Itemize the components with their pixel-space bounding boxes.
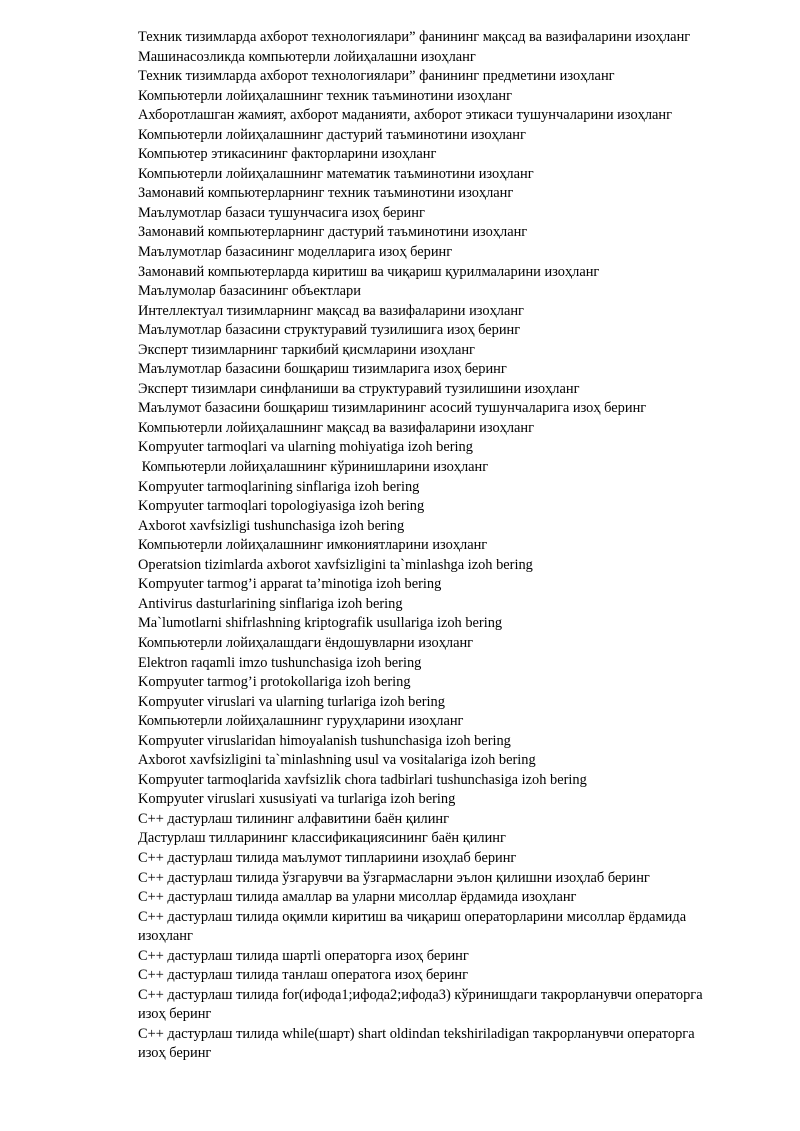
question-line-3: Техник тизимларда ахборот технологиялари” фанининг предметини изоҳланг bbox=[138, 68, 615, 85]
question-line-32: Компьютерли лойиҳалашдаги ёндошувларни изоҳланг bbox=[138, 634, 474, 651]
question-line-45: C++ дастурлаш тилида амаллар ва уларни мисоллар ёрдамида изоҳланг bbox=[138, 889, 577, 906]
question-line-50: C++ дастурлаш тилида while(шарт) shart oldindan tekshiriladigan такрорланувчи операторга изоҳ беринг bbox=[138, 1025, 695, 1062]
question-line-27: Компьютерли лойиҳалашнинг имкониятларини изоҳланг bbox=[138, 537, 488, 554]
question-line-14: Маълумолар базасининг объектлари bbox=[138, 283, 361, 300]
question-line-19: Эксперт тизимлари синфланиши ва структуравий тузилишини изоҳланг bbox=[138, 380, 580, 397]
question-line-25: Kompyuter tarmoqlari topologiyasiga izoh bering bbox=[138, 498, 425, 515]
question-line-47: C++ дастурлаш тилида шартli операторга изоҳ беринг bbox=[138, 947, 469, 964]
question-line-6: Компьютерли лойиҳалашнинг дастурий таъминотини изоҳланг bbox=[138, 126, 526, 143]
question-line-17: Эксперт тизимларнинг таркибий қисмларини изоҳланг bbox=[138, 341, 475, 358]
question-line-31: Ma`lumotlarni shifrlashning kriptografik usullariga izoh bering bbox=[138, 615, 503, 632]
question-line-15: Интеллектуал тизимларнинг мақсад ва вазифаларини изоҳланг bbox=[138, 302, 524, 319]
question-line-46: C++ дастурлаш тилида оқимли киритиш ва чиқариш операторларини мисоллар ёрдамида изоҳланг bbox=[138, 908, 687, 945]
question-line-12: Маълумотлар базасининг моделларига изоҳ беринг bbox=[138, 244, 453, 261]
question-line-44: C++ дастурлаш тилида ўзгарувчи ва ўзгармасларни эълон қилишни изоҳлаб беринг bbox=[138, 869, 650, 886]
question-line-10: Маълумотлар базаси тушунчасига изоҳ беринг bbox=[138, 204, 425, 221]
question-line-4: Компьютерли лойиҳалашнинг техник таъминотини изоҳланг bbox=[138, 87, 512, 104]
question-line-43: C++ дастурлаш тилида маълумот типлариини изоҳлаб беринг bbox=[138, 849, 517, 866]
question-line-40: Kompyuter viruslari xususiyati va turlariga izoh bering bbox=[138, 791, 456, 808]
question-line-48: C++ дастурлаш тилида танлаш оператога изоҳ беринг bbox=[138, 967, 469, 984]
question-line-42: Дастурлаш тилларининг классификациясининг баён қилинг bbox=[138, 830, 506, 847]
question-line-28: Operatsion tizimlarda axborot xavfsizligini ta`minlashga izoh bering bbox=[138, 556, 533, 573]
question-line-41: C++ дастурлаш тилининг алфавитини баён қилинг bbox=[138, 810, 450, 827]
question-line-34: Kompyuter tarmog’i protokollariga izoh bering bbox=[138, 674, 411, 691]
question-line-13: Замонавий компьютерларда киритиш ва чиқариш қурилмаларини изоҳланг bbox=[138, 263, 600, 280]
question-line-21: Компьютерли лойиҳалашнинг мақсад ва вазифаларини изоҳланг bbox=[138, 419, 535, 436]
question-line-39: Kompyuter tarmoqlarida xavfsizlik chora tadbirlari tushunchasiga izoh bering bbox=[138, 771, 587, 788]
question-line-36: Компьютерли лойиҳалашнинг гуруҳларини изоҳланг bbox=[138, 713, 464, 730]
question-line-29: Kompyuter tarmog’i apparat ta’minotiga izoh bering bbox=[138, 576, 442, 593]
question-line-9: Замонавий компьютерларнинг техник таъминотини изоҳланг bbox=[138, 185, 514, 202]
question-line-2: Машинасозликда компьютерли лойиҳалашни изоҳланг bbox=[138, 48, 476, 65]
question-line-33: Elektron raqamli imzo tushunchasiga izoh bering bbox=[138, 654, 422, 671]
question-line-24: Kompyuter tarmoqlarining sinflariga izoh bering bbox=[138, 478, 420, 495]
question-line-38: Axborot xavfsizligini ta`minlashning usul va vositalariga izoh bering bbox=[138, 752, 536, 769]
question-list bbox=[138, 28, 738, 1064]
question-line-23: Компьютерли лойиҳалашнинг кўринишларини изоҳланг bbox=[138, 459, 489, 476]
question-line-7: Компьютер этикасининг факторларини изоҳланг bbox=[138, 146, 437, 163]
question-line-5: Ахборотлашган жамият, ахборот маданияти, ахборот этикаси тушунчаларини изоҳланг bbox=[138, 107, 673, 124]
question-line-35: Kompyuter viruslari va ularning turlariga izoh bering bbox=[138, 693, 445, 710]
question-line-16: Маълумотлар базасини структуравий тузилишига изоҳ беринг bbox=[138, 322, 521, 339]
question-line-1: Техник тизимларда ахборот технологиялари” фанининг мақсад ва вазифаларини изоҳланг bbox=[138, 29, 691, 45]
question-line-20: Маълумот базасини бошқариш тизимларининг асосий тушунчаларига изоҳ беринг bbox=[138, 400, 647, 417]
question-line-49: C++ дастурлаш тилида for(ифода1;ифода2;ифода3) кўринишдаги такрорланувчи операторга изоҳ беринг bbox=[138, 986, 703, 1023]
question-line-30: Antivirus dasturlarining sinflariga izoh bering bbox=[138, 595, 403, 612]
question-line-37: Kompyuter viruslaridan himoyalanish tushunchasiga izoh bering bbox=[138, 732, 511, 749]
question-line-26: Axborot xavfsizligi tushunchasiga izoh bering bbox=[138, 517, 405, 534]
question-line-11: Замонавий компьютерларнинг дастурий таъминотини изоҳланг bbox=[138, 224, 528, 241]
question-line-22: Kompyuter tarmoqlari va ularning mohiyatiga izoh bering bbox=[138, 439, 473, 456]
question-line-8: Компьютерли лойиҳалашнинг математик таъминотини изоҳланг bbox=[138, 165, 534, 182]
question-line-18: Маълумотлар базасини бошқариш тизимларига изоҳ беринг bbox=[138, 361, 507, 378]
